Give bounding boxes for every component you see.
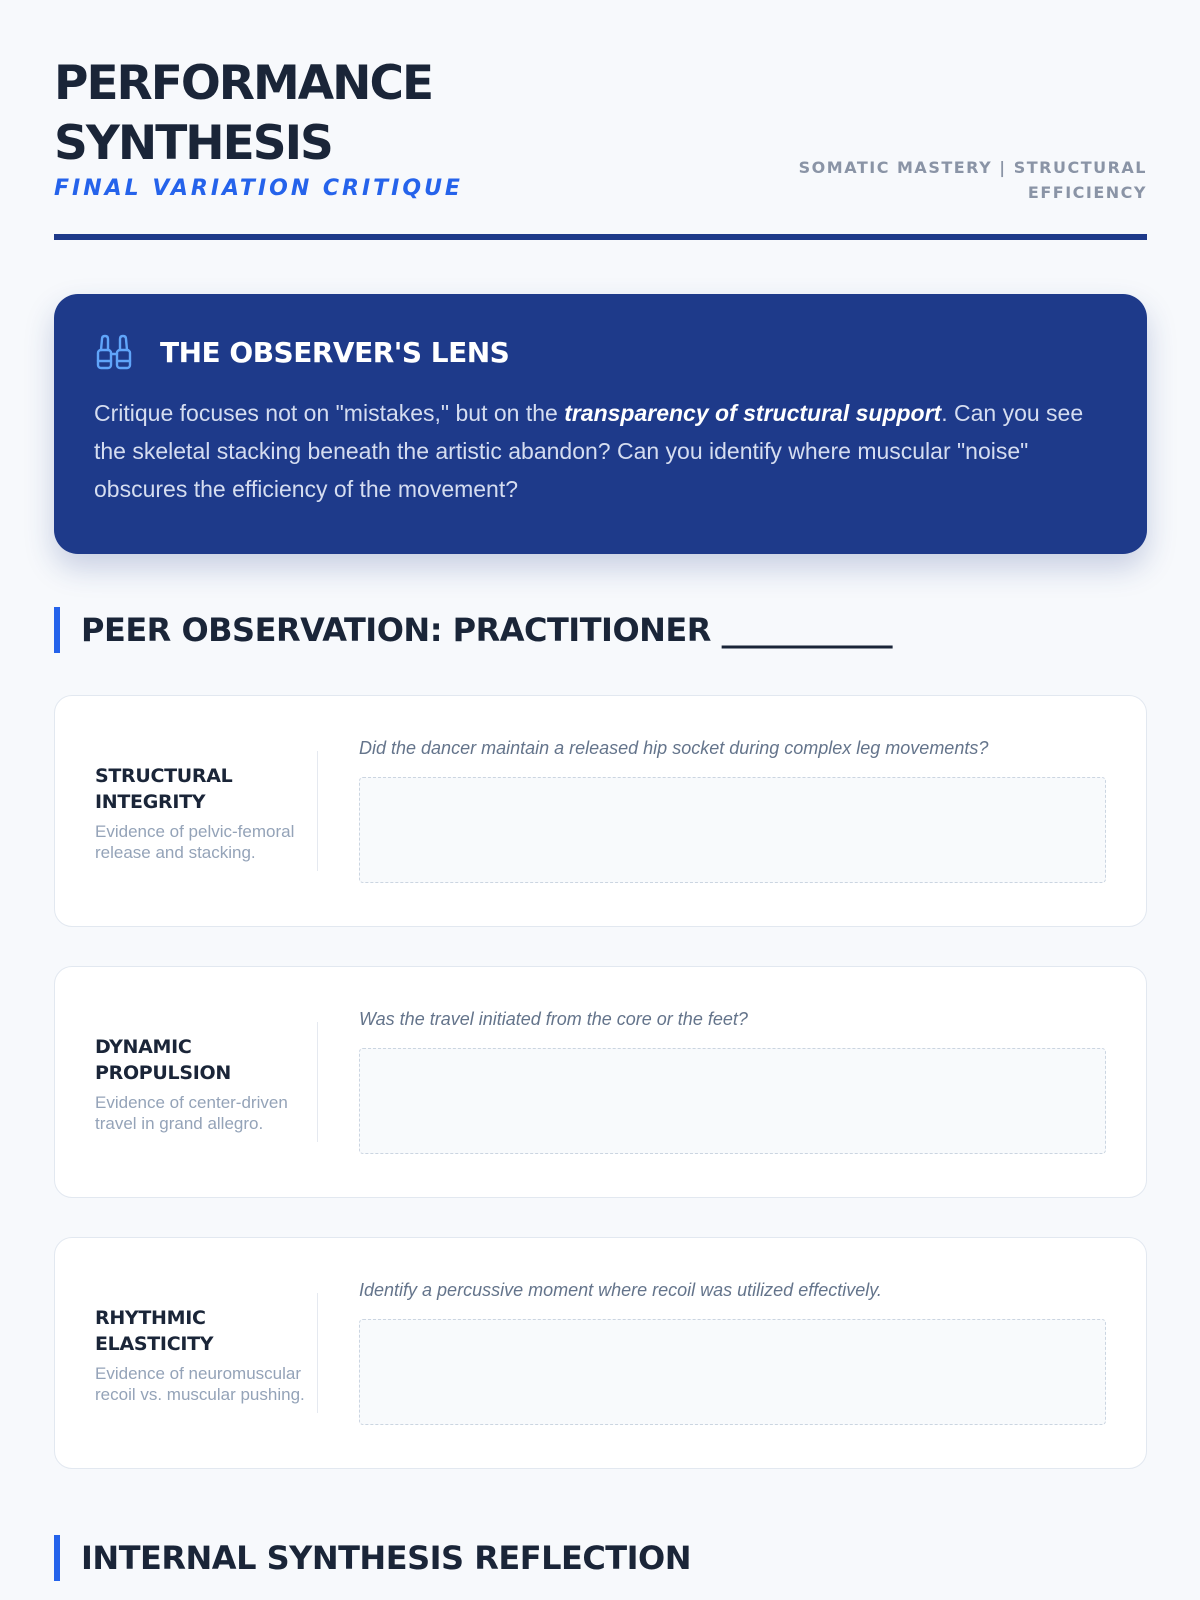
criterion-prompt: Identify a percussive moment where recoil was utilized effectively. <box>359 1280 882 1300</box>
criterion-card-dynamic-propulsion <box>54 966 1147 1198</box>
criterion-description: Evidence of center-driven travel in grand allegro. <box>95 1093 288 1133</box>
observer-lens-card <box>54 294 1147 554</box>
response-field-dynamic-propulsion[interactable] <box>359 1048 1106 1154</box>
observer-lens-header <box>94 332 1107 372</box>
lens-text-end: . Can you see the skeletal stacking beneath the artistic abandon? Can you identify where muscular "noise" obscures the efficiency of the movement? <box>94 400 1084 502</box>
lens-text-emphasis: transparency of structural support <box>564 400 942 426</box>
criterion-name: DYNAMIC PROPULSION <box>95 1036 231 1084</box>
lens-text-start: Critique focuses not on "mistakes," but on the <box>94 400 565 426</box>
criterion-divider <box>317 1022 318 1142</box>
criterion-description: Evidence of pelvic-femoral release and stacking. <box>95 822 295 862</box>
peer-observation-heading: PEER OBSERVATION: PRACTITIONER ___________ <box>54 607 1147 653</box>
response-field-structural-integrity[interactable] <box>359 777 1106 883</box>
header-divider <box>54 234 1147 240</box>
page-subtitle: FINAL VARIATION CRITIQUE <box>54 176 463 201</box>
header-tagline: SOMATIC MASTERY | STRUCTURAL EFFICIENCY <box>798 158 1147 202</box>
criterion-response-block <box>359 1007 1106 1154</box>
criterion-response-block <box>359 736 1106 883</box>
page <box>54 0 1147 1577</box>
reflection-heading: INTERNAL SYNTHESIS REFLECTION <box>54 1535 1147 1581</box>
binoculars-icon <box>94 332 134 372</box>
criterion-name: RHYTHMIC ELASTICITY <box>95 1307 214 1355</box>
criterion-label-block <box>95 967 315 1197</box>
page-title <box>54 54 432 174</box>
criterion-card-rhythmic-elasticity <box>54 1237 1147 1469</box>
observer-lens-text <box>94 394 1107 508</box>
criterion-response-block <box>359 1278 1106 1425</box>
page-title-line-2: SYNTHESIS <box>54 116 332 171</box>
response-field-rhythmic-elasticity[interactable] <box>359 1319 1106 1425</box>
criterion-divider <box>317 751 318 871</box>
page-title-line-1: PERFORMANCE <box>54 56 433 111</box>
observer-lens-title: THE OBSERVER'S LENS <box>160 335 510 369</box>
criterion-prompt: Did the dancer maintain a released hip socket during complex leg movements? <box>359 738 989 758</box>
criterion-label-block <box>95 696 315 926</box>
criterion-prompt: Was the travel initiated from the core or the feet? <box>359 1009 748 1029</box>
criterion-divider <box>317 1293 318 1413</box>
criterion-description: Evidence of neuromuscular recoil vs. muscular pushing. <box>95 1364 305 1404</box>
criterion-label-block <box>95 1238 315 1468</box>
criterion-card-structural-integrity <box>54 695 1147 927</box>
criterion-name: STRUCTURAL INTEGRITY <box>95 765 233 813</box>
header <box>54 0 1147 241</box>
